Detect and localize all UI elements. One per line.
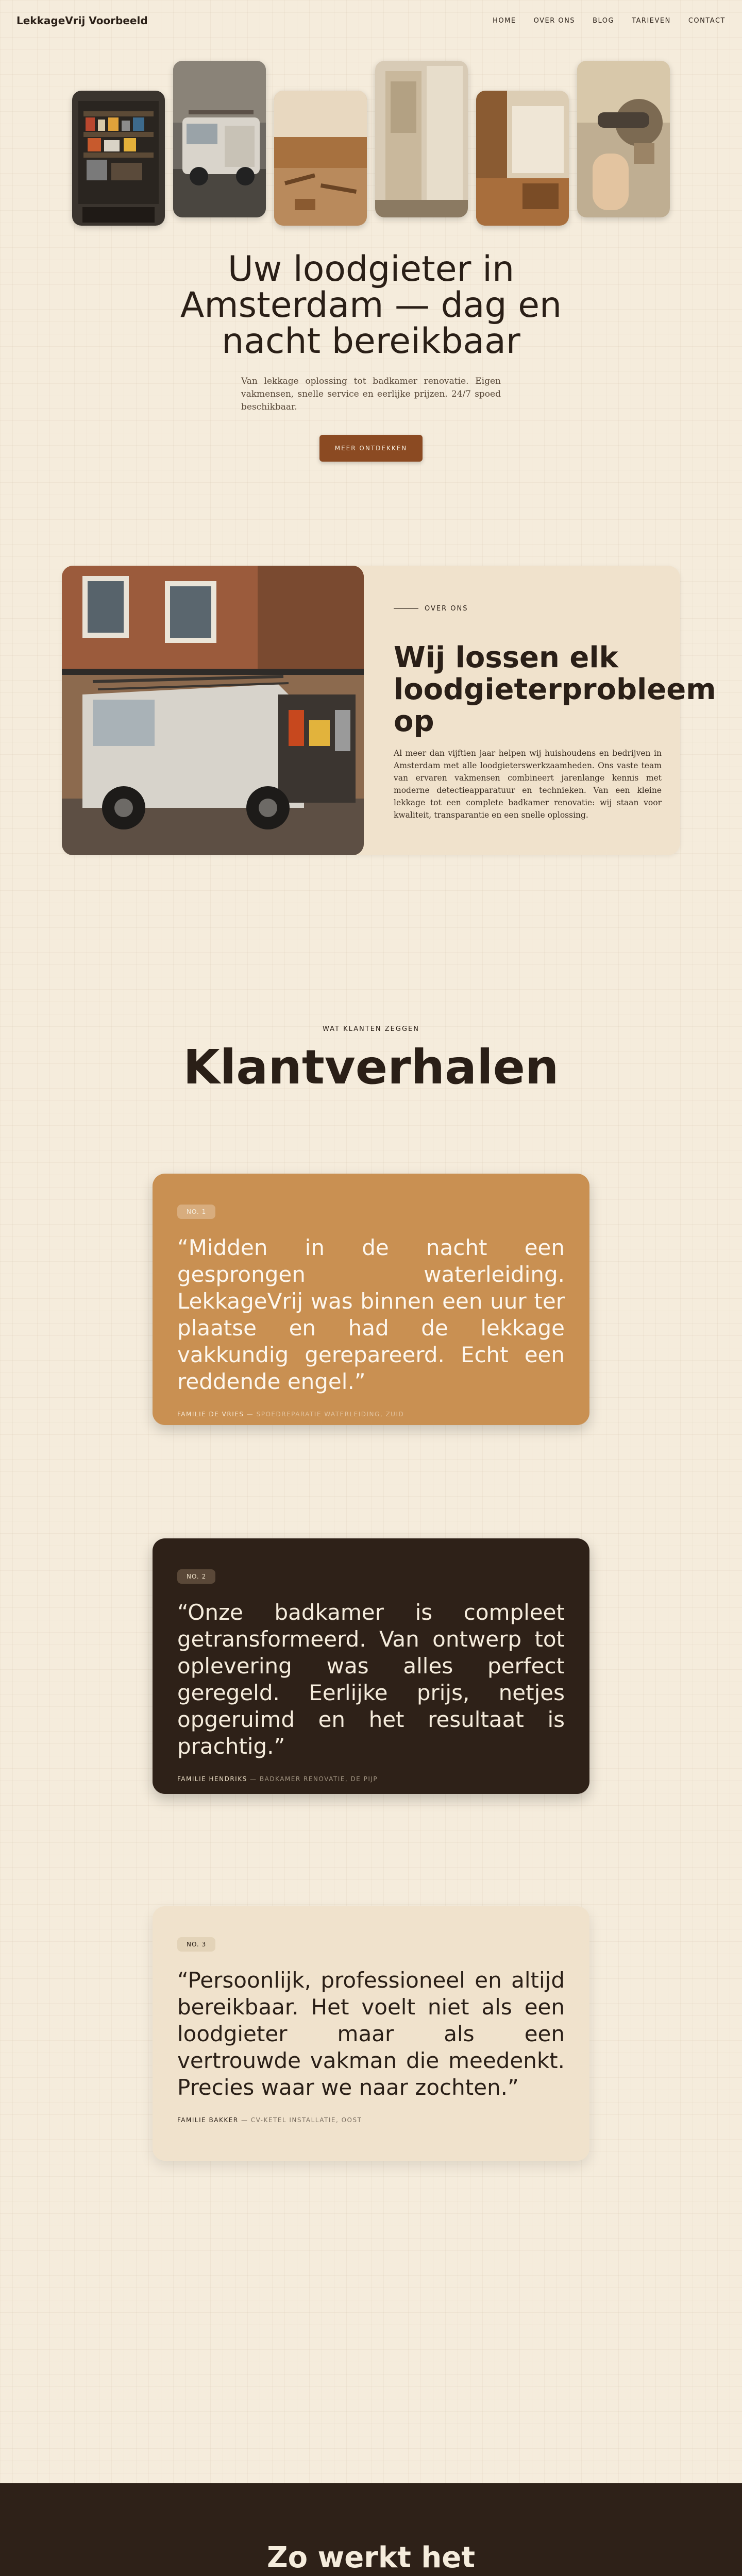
testimonial-author: FAMILIE DE VRIES — SPOEDREPARATIE WATERLEIDING, ZUID (177, 1411, 404, 1418)
top-navigation (0, 0, 742, 41)
testimonial-card-3 (153, 1906, 589, 2161)
nav-item-home[interactable]: HOME (493, 16, 516, 25)
eyebrow-line (394, 608, 418, 609)
about-text: Al meer dan vijftien jaar helpen wij huishoudens en bedrijven in Amsterdam met alle loodgieterswerkzaamheden. Ons vaste team van ervaren vakmensen combineert jarenlange kennis met moderne detectieapparatuur en technieken. Van een kleine lekkage tot een complete badkamer renovatie: wij staan voor kwaliteit, transparantie en een snelle oplossing. (394, 749, 662, 820)
testimonial-author: FAMILIE HENDRIKS — BADKAMER RENOVATIE, DE PIJP (177, 1775, 378, 1783)
nav-item-tarieven[interactable]: TARIEVEN (632, 16, 671, 25)
testimonial-author-name: FAMILIE HENDRIKS (177, 1775, 247, 1783)
about-title: Wij lossen elk loodgieterprobleem op (394, 641, 716, 738)
testimonial-badge: NO. 3 (177, 1937, 215, 1952)
process-section (0, 2483, 742, 2576)
hero-subtitle: Van lekkage oplossing tot badkamer renovatie. Eigen vakmensen, snelle service en eerlijke prijzen. 24/7 spoed beschikbaar. (241, 376, 501, 412)
testimonial-badge: NO. 1 (177, 1205, 215, 1219)
main-menu (493, 17, 726, 25)
nav-item-over-ons[interactable]: OVER ONS (533, 16, 576, 25)
testimonial-quote: “Midden in de nacht een gesprongen waterleiding. LekkageVrij was binnen een uur ter plaatse en had de lekkage vakkundig gerepareerd. Echt een reddende engel.” (177, 1235, 565, 1394)
gallery-photo-renovation (274, 91, 367, 226)
gallery-photo-interior (476, 91, 569, 226)
about-section (62, 566, 716, 855)
process-title: Zo werkt het (266, 2541, 476, 2574)
about-photo-van (62, 566, 364, 855)
hero-title: Uw loodgieter in Amsterdam — dag en nacht bereikbaar (180, 249, 562, 362)
testimonial-badge: NO. 2 (177, 1569, 215, 1584)
gallery-photo-van (173, 61, 266, 217)
testimonial-author-role: SPOEDREPARATIE WATERLEIDING, ZUID (256, 1411, 404, 1418)
testimonial-author-name: FAMILIE DE VRIES (177, 1411, 244, 1418)
gallery-photo-tools (72, 91, 165, 226)
testimonials-kicker: WAT KLANTEN ZEGGEN (322, 1025, 419, 1033)
hero-discover-button[interactable]: MEER ONTDEKKEN (319, 435, 423, 462)
nav-item-blog[interactable]: BLOG (593, 16, 615, 25)
gallery-photo-hallway (375, 61, 468, 217)
testimonial-card-2 (153, 1538, 589, 1794)
gallery-photo-faucet (577, 61, 670, 217)
testimonial-author-name: FAMILIE BAKKER (177, 2116, 239, 2124)
about-eyebrow-label: OVER ONS (425, 605, 468, 613)
testimonial-quote: “Onze badkamer is compleet getransformeerd. Van ontwerp tot oplevering was alles perfect geregeld. Eerlijke prijs, netjes opgeruimd en het resultaat is prachtig.” (177, 1600, 565, 1759)
hero-gallery (72, 61, 670, 231)
brand-logo[interactable]: LekkageVrij Voorbeeld (16, 14, 148, 27)
nav-item-contact[interactable]: CONTACT (688, 16, 726, 25)
about-eyebrow (394, 605, 468, 613)
testimonial-quote: “Persoonlijk, professioneel en altijd bereikbaar. Het voelt niet als een loodgieter maar als een vertrouwde vakman die meedenkt. Precies waar we naar zochten.” (177, 1968, 565, 2100)
testimonial-author-role: BADKAMER RENOVATIE, DE PIJP (259, 1775, 378, 1783)
testimonial-card-1 (153, 1174, 589, 1425)
testimonials-title: Klantverhalen (183, 1040, 559, 1095)
testimonial-author: FAMILIE BAKKER — CV-KETEL INSTALLATIE, OOST (177, 2116, 362, 2124)
testimonial-author-role: CV-KETEL INSTALLATIE, OOST (250, 2116, 362, 2124)
